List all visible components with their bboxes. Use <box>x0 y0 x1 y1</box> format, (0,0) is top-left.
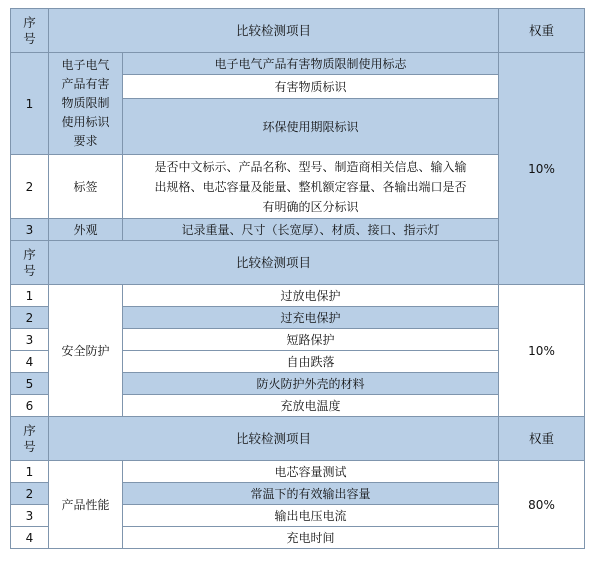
row-seq: 2 <box>11 155 49 219</box>
row-seq: 2 <box>11 307 49 329</box>
comparison-test-table <box>10 8 585 549</box>
table-row <box>11 53 585 75</box>
row-subitem: 有害物质标识 <box>123 75 499 99</box>
row-category: 电子电气 产品有害 物质限制 使用标识 要求 <box>49 53 123 155</box>
row-category: 标签 <box>49 155 123 219</box>
row-seq: 6 <box>11 395 49 417</box>
row-category: 外观 <box>49 219 123 241</box>
section2-header-row <box>11 241 585 285</box>
row-item: 过放电保护 <box>123 285 499 307</box>
seq-header: 序 号 <box>11 9 49 53</box>
weight-header: 权重 <box>499 9 585 53</box>
row-item: 常温下的有效输出容量 <box>123 483 499 505</box>
row-item: 充电时间 <box>123 527 499 549</box>
row-seq: 1 <box>11 53 49 155</box>
row-seq: 4 <box>11 527 49 549</box>
row-item: 过充电保护 <box>123 307 499 329</box>
row-seq: 5 <box>11 373 49 395</box>
row-seq: 3 <box>11 219 49 241</box>
section1-weight: 10% <box>499 53 585 285</box>
row-item: 输出电压电流 <box>123 505 499 527</box>
row-seq: 3 <box>11 505 49 527</box>
row-item: 短路保护 <box>123 329 499 351</box>
section3-category: 产品性能 <box>49 461 123 549</box>
row-item: 防火防护外壳的材料 <box>123 373 499 395</box>
row-subitem: 环保使用期限标识 <box>123 99 499 155</box>
table-row <box>11 461 585 483</box>
section1-header-row <box>11 9 585 53</box>
row-seq: 3 <box>11 329 49 351</box>
row-seq: 1 <box>11 285 49 307</box>
row-detail: 记录重量、尺寸（长宽厚）、材质、接口、指示灯 <box>123 219 499 241</box>
section2-weight: 10% <box>499 285 585 417</box>
row-item: 自由跌落 <box>123 351 499 373</box>
row-item: 电芯容量测试 <box>123 461 499 483</box>
table-row <box>11 155 585 219</box>
row-seq: 2 <box>11 483 49 505</box>
seq-header: 序 号 <box>11 241 49 285</box>
section2-category: 安全防护 <box>49 285 123 417</box>
item-header: 比较检测项目 <box>49 9 499 53</box>
row-subitem: 电子电气产品有害物质限制使用标志 <box>123 53 499 75</box>
item-header: 比较检测项目 <box>49 241 499 285</box>
weight-header: 权重 <box>499 417 585 461</box>
section3-weight: 80% <box>499 461 585 549</box>
seq-header: 序 号 <box>11 417 49 461</box>
table-row <box>11 285 585 307</box>
item-header: 比较检测项目 <box>49 417 499 461</box>
row-seq: 4 <box>11 351 49 373</box>
row-detail: 是否中文标示、产品名称、型号、制造商相关信息、输入输 出规格、电芯容量及能量、整机额定容量、各输出端口是否 有明确的区分标识 <box>123 155 499 219</box>
table-row <box>11 219 585 241</box>
section3-header-row <box>11 417 585 461</box>
row-seq: 1 <box>11 461 49 483</box>
row-item: 充放电温度 <box>123 395 499 417</box>
